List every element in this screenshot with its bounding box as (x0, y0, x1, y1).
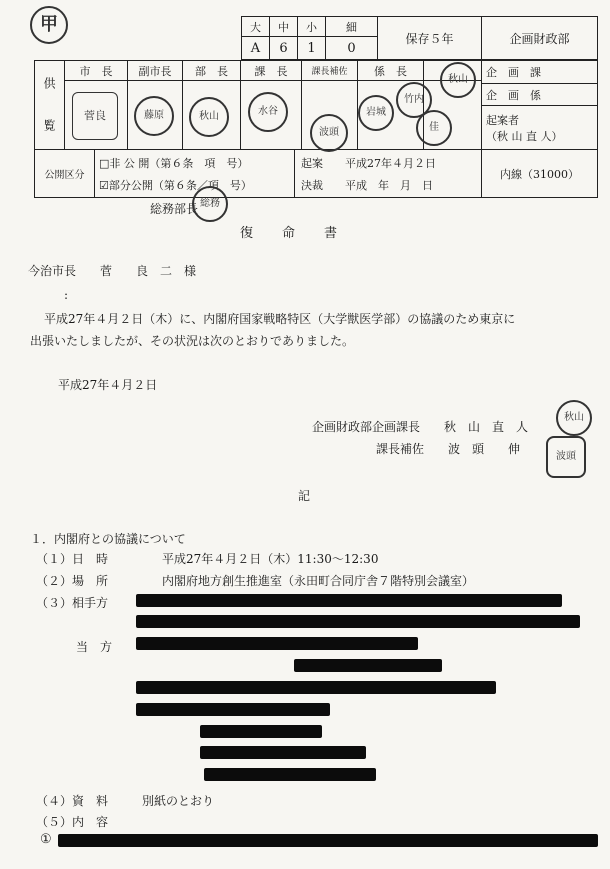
redaction-bar (200, 725, 322, 738)
item-value: 別紙のとおり (142, 794, 215, 808)
draft-date: 起案 平成27年４月２日 (301, 156, 436, 170)
item-place (36, 572, 474, 589)
circulation-label: 供 覧 (35, 61, 65, 150)
item-label: 日 時 (72, 552, 109, 566)
seal-signer-2: 波頭 (546, 436, 586, 478)
item-num: （５） (36, 815, 73, 829)
item-num: （３） (36, 596, 73, 610)
redaction-bar (136, 681, 496, 694)
class-value-4: 0 (326, 37, 378, 60)
dates-cell (295, 150, 482, 198)
role-deputy-mayor: 副市長 (128, 61, 183, 81)
section-heading: １．内閣府との協議について (30, 532, 186, 546)
item-counterpart (36, 594, 108, 611)
drafter-label: 起案者 (486, 113, 519, 127)
body-line-1: 平成27年４月２日（木）に、内閣府国家戦略特区（大学獣医学部）の協議のため東京に (44, 312, 516, 326)
item-label: 相手方 (72, 596, 109, 610)
role-director: 部 長 (183, 61, 241, 81)
disclosure-label: 公開区分 (35, 150, 95, 198)
item-materials (36, 792, 214, 809)
decision-date: 決裁 平成 年 月 日 (301, 178, 433, 192)
item-num: （２） (36, 574, 73, 588)
addressee: 今治市長 菅 良 二 様 (28, 264, 197, 278)
seal-drafter: 秋山 (440, 62, 476, 98)
right-role-planning-section: 企 画 係 (482, 84, 598, 106)
class-value-2: 6 (270, 37, 298, 60)
ki-marker: 記 (298, 489, 311, 503)
seal-deputy-mayor: 藤原 (134, 96, 174, 136)
redaction-bar (136, 615, 580, 628)
item-our-side (76, 638, 112, 655)
option-partial-public: ☑部分公開（第６条／項 号） (99, 178, 252, 192)
department-name: 企画財政部 (482, 17, 598, 60)
disclosure-options (95, 150, 295, 198)
redaction-bar (294, 659, 442, 672)
seal-director: 秋山 (189, 97, 229, 137)
extension-number: 内線（31000） (482, 150, 598, 198)
item-value: 平成27年４月２日（木）11:30～12:30 (162, 552, 379, 566)
item-num: （４） (36, 794, 73, 808)
general-affairs-label: 総務部長 (150, 202, 199, 216)
role-section-chief: 課 長 (241, 61, 302, 81)
seal-signer-1: 秋山 (556, 400, 592, 436)
redaction-bar (200, 746, 366, 759)
role-mayor: 市 長 (65, 61, 128, 81)
drafter-cell (482, 106, 598, 150)
seal-staff: 佳 (416, 110, 452, 146)
redaction-bar (58, 834, 598, 847)
item-label: 当 方 (76, 640, 113, 654)
role-subsection-chief: 係 長 (358, 61, 424, 81)
item-label: 内 容 (72, 815, 109, 829)
item-num: （１） (36, 552, 73, 566)
report-date: 平成27年４月２日 (58, 378, 158, 392)
circled-one: ① (40, 832, 52, 847)
item-datetime (36, 550, 378, 567)
item-label: 資 料 (72, 794, 109, 808)
class-value-3: 1 (298, 37, 326, 60)
seal-section-chief: 水谷 (248, 92, 288, 132)
item-label: 場 所 (72, 574, 109, 588)
right-role-planning-division: 企 画 課 (482, 61, 598, 84)
item-contents (36, 813, 108, 830)
seal-mayor: 菅良 (72, 92, 118, 140)
signer-1: 企画財政部企画課長 秋 山 直 人 (312, 420, 529, 434)
seal-subsection-chief-a: 岩城 (358, 95, 394, 131)
signer-2: 課長補佐 波 頭 伸 (376, 442, 521, 456)
role-assistant-chief: 課長補佐 (302, 61, 358, 81)
seal-assistant-chief: 波頭 (310, 114, 348, 152)
corner-stamp: 甲 (30, 6, 68, 44)
redaction-bar (136, 703, 330, 716)
redaction-bar (136, 637, 418, 650)
class-value-1: A (242, 37, 270, 60)
seal-general-affairs: 総務 (192, 186, 228, 222)
redaction-bar (136, 594, 562, 607)
option-non-public: □非 公 開（第６条 項 号） (99, 156, 249, 170)
redaction-bar (204, 768, 376, 781)
retention-period: 保存５年 (378, 17, 482, 60)
class-label-1: 大 (242, 17, 270, 37)
class-label-4: 細 (326, 17, 378, 37)
document-title: 復 命 書 (240, 226, 339, 241)
item-value: 内閣府地方創生推進室（永田町合同庁舎７階特別会議室） (162, 574, 475, 588)
drafter-name: （秋 山 直 人） (486, 129, 563, 143)
class-label-3: 小 (298, 17, 326, 37)
seal-subsection-chief-b: 竹内 (396, 82, 432, 118)
class-label-2: 中 (270, 17, 298, 37)
stray-mark: : (64, 288, 69, 302)
body-line-2: 出張いたしましたが、その状況は次のとおりでありました。 (30, 334, 355, 348)
